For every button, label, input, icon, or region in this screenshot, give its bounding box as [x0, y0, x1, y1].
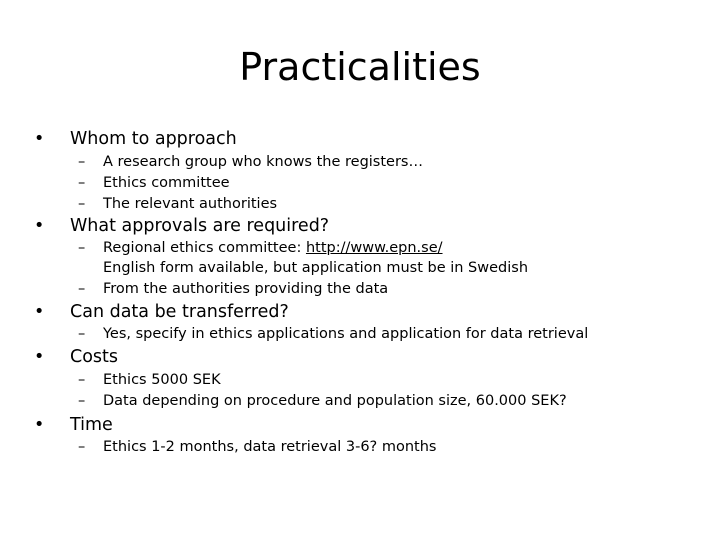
bullet-icon: • — [34, 129, 45, 149]
bullet-icon: • — [34, 415, 45, 435]
sub-item-text: Ethics 1-2 months, data retrieval 3-6? months — [103, 439, 437, 455]
sub-item-text: Ethics committee — [103, 175, 230, 191]
sub-item-text: Yes, specify in ethics applications and application for data retrieval — [103, 326, 589, 342]
dash-icon: – — [78, 281, 86, 297]
sub-item-text: The relevant authorities — [103, 196, 278, 212]
dash-icon: – — [78, 372, 86, 388]
sub-item-text: A research group who knows the registers… — [103, 154, 423, 170]
dash-icon: – — [78, 240, 86, 256]
bullet-text: What approvals are required? — [70, 216, 330, 236]
sub-item-continuation: English form available, but application must be in Swedish — [103, 260, 529, 276]
dash-icon: – — [78, 439, 86, 455]
dash-icon: – — [78, 393, 86, 409]
bullet-text: Can data be transferred? — [70, 302, 289, 322]
dash-icon: – — [78, 154, 86, 170]
dash-icon: – — [78, 196, 86, 212]
epn-link[interactable]: http://www.epn.se/ — [305, 240, 443, 256]
sub-item-text: From the authorities providing the data — [103, 281, 389, 297]
bullet-text: Time — [70, 415, 113, 435]
sub-item-text: Ethics 5000 SEK — [103, 372, 221, 388]
dash-icon: – — [78, 326, 86, 342]
slide-title: Practicalities — [239, 45, 481, 89]
sub-item-prefix: Regional ethics committee: — [103, 240, 306, 256]
bullet-text: Costs — [70, 347, 119, 367]
sub-item-text — [103, 239, 443, 257]
bullet-icon: • — [34, 302, 45, 322]
bullet-icon: • — [34, 347, 45, 367]
bullet-text: Whom to approach — [70, 129, 237, 149]
dash-icon: – — [78, 175, 86, 191]
bullet-icon: • — [34, 216, 45, 236]
sub-item-text: Data depending on procedure and population size, 60.000 SEK? — [103, 393, 567, 409]
